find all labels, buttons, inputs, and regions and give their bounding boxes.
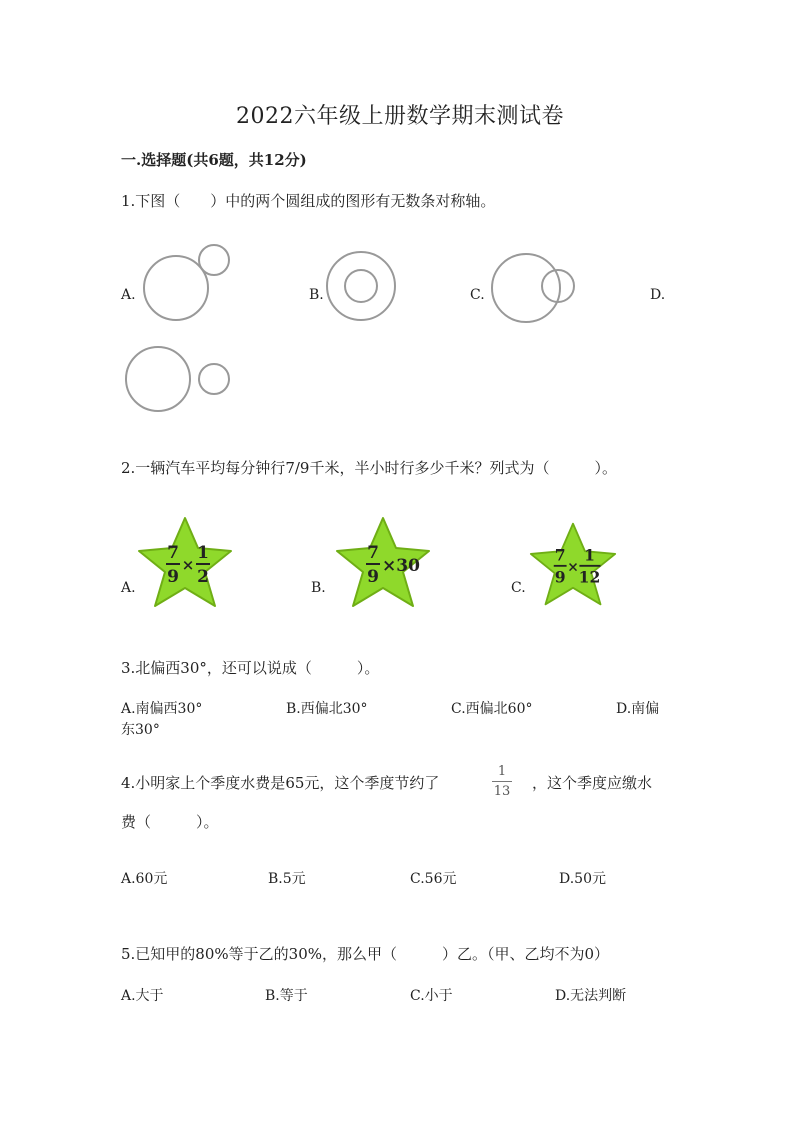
q1-option-d[interactable]: D. <box>650 287 666 303</box>
question-4-text-after: ，这个季度应缴水 <box>532 774 653 792</box>
q1-figure-d <box>124 343 244 423</box>
star-b-den: 9 <box>367 567 379 587</box>
q4-option-d[interactable]: D.50元 <box>559 871 606 887</box>
q3-option-d[interactable]: D.南偏 <box>616 701 660 717</box>
q4-fraction-num: 1 <box>497 764 507 779</box>
question-3-text: 3.北偏西30°，还可以说成（ ）。 <box>121 659 380 677</box>
star-a-den: 9 <box>167 567 179 587</box>
q4-fraction-den: 13 <box>493 784 511 799</box>
q3-option-d-wrap: 东30° <box>121 722 160 738</box>
section-heading: 一.选择题(共6题，共12分) <box>121 151 307 169</box>
q2-option-a[interactable]: A. <box>121 580 136 596</box>
star-a-rnum: 1 <box>197 543 209 563</box>
q5-option-c[interactable]: C.小于 <box>410 988 453 1004</box>
q2-option-c[interactable]: C. <box>511 580 526 596</box>
q3-option-a[interactable]: A.南偏西30° <box>121 701 203 717</box>
question-4-text: 4.小明家上个季度水费是65元，这个季度节约了 <box>121 774 440 792</box>
q4-option-c[interactable]: C.56元 <box>410 871 457 887</box>
q1-option-a[interactable]: A. <box>121 287 136 303</box>
q2-star-c <box>527 520 619 608</box>
q2-option-b[interactable]: B. <box>311 580 326 596</box>
question-4-text-line2: 费（ ）。 <box>121 813 219 831</box>
q2-star-b <box>333 514 433 610</box>
question-1-text: 1.下图（ ）中的两个圆组成的图形有无数条对称轴。 <box>121 192 496 210</box>
question-2-text: 2.一辆汽车平均每分钟行7/9千米，半小时行多少千米？列式为（ ）。 <box>121 459 617 477</box>
q1-option-c[interactable]: C. <box>470 287 485 303</box>
star-c-rden: 12 <box>578 567 601 587</box>
star-c-op: × <box>567 559 579 576</box>
q1-option-b[interactable]: B. <box>309 287 324 303</box>
star-c-num: 7 <box>554 545 566 565</box>
question-5-text: 5.已知甲的80%等于乙的30%，那么甲（ ）乙。（甲、乙均不为0） <box>121 945 610 963</box>
q1-figure-a <box>140 240 240 330</box>
star-c-rnum: 1 <box>584 545 595 565</box>
q2-star-a <box>135 514 235 610</box>
star-b-num: 7 <box>367 543 379 563</box>
q3-option-c[interactable]: C.西偏北60° <box>451 701 533 717</box>
q5-option-a[interactable]: A.大于 <box>121 988 164 1004</box>
q5-option-b[interactable]: B.等于 <box>265 988 308 1004</box>
star-a-op: × <box>181 556 195 574</box>
q1-figure-c <box>490 252 590 332</box>
q1-figure-b <box>325 250 405 330</box>
q5-option-d[interactable]: D.无法判断 <box>555 988 627 1004</box>
q4-fraction <box>490 764 514 799</box>
star-c-den: 9 <box>554 567 566 587</box>
q4-option-a[interactable]: A.60元 <box>121 871 168 887</box>
q3-option-b[interactable]: B.西偏北30° <box>286 701 368 717</box>
star-b-op: ×30 <box>382 556 420 576</box>
star-a-num: 7 <box>167 543 179 563</box>
q4-option-b[interactable]: B.5元 <box>268 871 306 887</box>
page-title: 2022六年级上册数学期末测试卷 <box>236 104 564 129</box>
star-a-rden: 2 <box>197 567 209 587</box>
